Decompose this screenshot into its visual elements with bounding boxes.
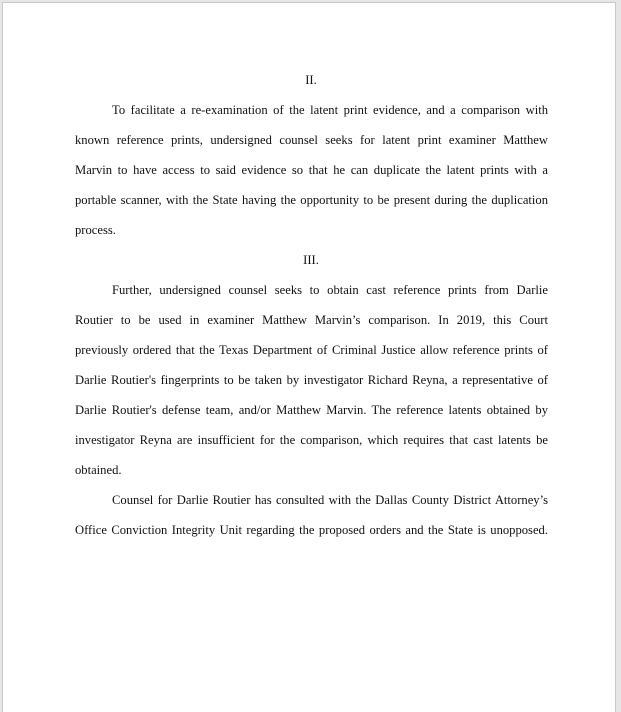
text-line: Office Conviction Integrity Unit regarding the proposed orders and the State is unopposed. xyxy=(75,523,548,537)
text-line: known reference prints, undersigned counsel seeks for latent print examiner Matthew xyxy=(75,133,548,147)
text-line: obtained. xyxy=(75,463,122,477)
text-line: Further, undersigned counsel seeks to obtain cast reference prints from Darlie xyxy=(112,283,548,297)
text-line: investigator Reyna are insufficient for the comparison, which requires that cast latents be xyxy=(75,433,548,447)
text-line: Routier to be used in examiner Matthew Marvin’s comparison. In 2019, this Court xyxy=(75,313,548,327)
text-line: Marvin to have access to said evidence so that he can duplicate the latent prints with a xyxy=(75,163,548,177)
text-line: previously ordered that the Texas Department of Criminal Justice allow reference prints of xyxy=(75,343,548,357)
section-heading-ii: II. xyxy=(305,73,317,87)
text-line: Darlie Routier's fingerprints to be taken by investigator Richard Reyna, a representative of xyxy=(75,373,548,387)
text-line: portable scanner, with the State having the opportunity to be present during the duplication xyxy=(75,193,548,207)
section-heading-iii: III. xyxy=(303,253,319,267)
document-page xyxy=(2,2,616,712)
text-line: process. xyxy=(75,223,116,237)
text-line: To facilitate a re-examination of the latent print evidence, and a comparison with xyxy=(112,103,548,117)
text-line: Counsel for Darlie Routier has consulted with the Dallas County District Attorney’s xyxy=(112,493,548,507)
text-line: Darlie Routier's defense team, and/or Matthew Marvin. The reference latents obtained by xyxy=(75,403,548,417)
